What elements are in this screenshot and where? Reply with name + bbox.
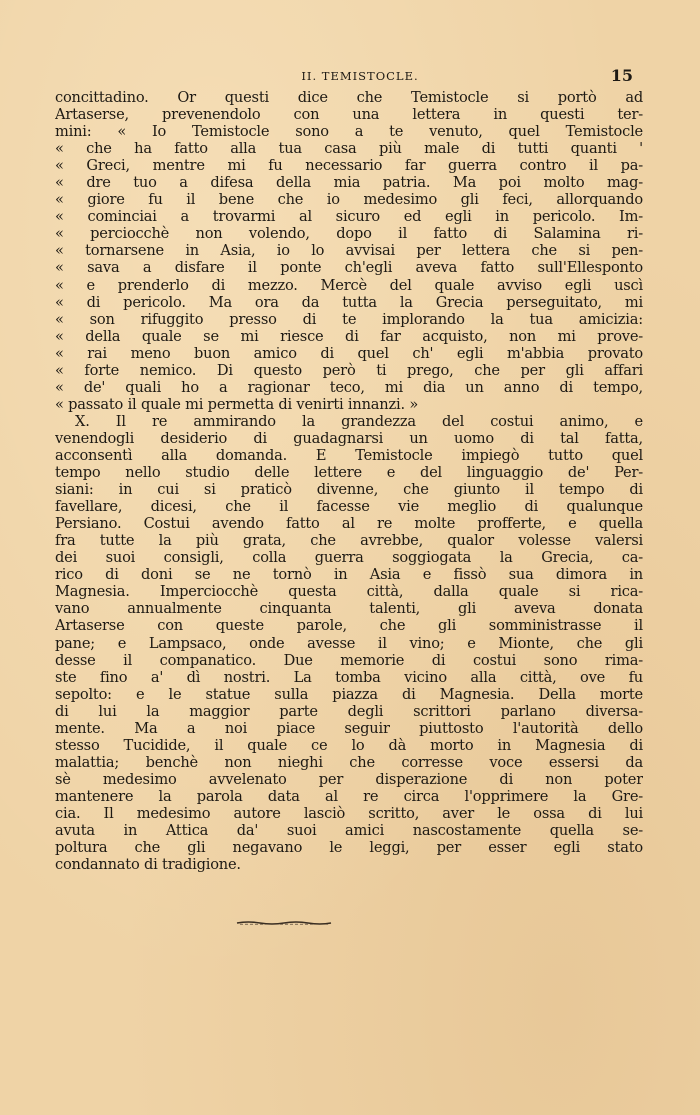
text-line: « che ha fatto alla tua casa più male di tutti quanti '	[55, 140, 643, 158]
page-number: 15	[610, 66, 633, 85]
text-line: Magnesia. Imperciocchè questa città, dalla quale si rica-	[55, 583, 643, 601]
text-line: ste fino a' dì nostri. La tomba vicino alla città, ove fu	[55, 668, 643, 686]
running-head	[55, 66, 645, 88]
text-line: « giore fu il bene che io medesimo gli feci, allorquando	[55, 191, 643, 209]
text-line: pane; e Lampsaco, onde avesse il vino; e Mionte, che gli	[55, 634, 643, 652]
text-line: dei suoi consigli, colla guerra soggiogata la Grecia, ca-	[55, 549, 643, 567]
text-line: « de' quali ho a ragionar teco, mi dia un anno di tempo,	[55, 378, 643, 396]
text-line: rico di doni se ne tornò in Asia e fissò sua dimora in	[55, 566, 643, 584]
text-line: « cominciai a trovarmi al sicuro ed egli in pericolo. Im-	[55, 208, 643, 226]
text-line: tempo nello studio delle lettere e del linguaggio de' Per-	[55, 464, 643, 482]
text-line: vano annualmente cinquanta talenti, gli aveva donata	[55, 600, 643, 618]
text-line: di lui la maggior parte degli scrittori parlano diversa-	[55, 702, 643, 720]
text-line: « dre tuo a difesa della mia patria. Ma poi molto mag-	[55, 174, 643, 192]
running-title: II. TEMISTOCLE.	[301, 69, 419, 83]
text-line: « sava a disfare il ponte ch'egli aveva fatto sull'Ellesponto	[55, 259, 643, 277]
text-line: stesso Tucidide, il quale ce lo dà morto in Magnesia di	[55, 736, 643, 754]
text-line: mantenere la parola data al re circa l'opprimere la Gre-	[55, 787, 643, 805]
text-line: siani: in cui si praticò divenne, che giunto il tempo di	[55, 481, 643, 499]
text-line: « forte nemico. Di questo però ti prego, che per gli affari	[55, 361, 643, 379]
text-line: favellare, dicesi, che il facesse vie meglio di qualunque	[55, 498, 643, 516]
text-line: concittadino. Or questi dice che Temistocle si portò ad	[55, 89, 643, 106]
text-line: desse il companatico. Due memorie di costui sono rima-	[55, 651, 643, 669]
text-line: acconsentì alla domanda. E Temistocle impiegò tutto quel	[55, 446, 643, 464]
text-line: « e prenderlo di mezzo. Mercè del quale avviso egli uscì	[55, 276, 643, 294]
end-ornament	[236, 920, 332, 926]
text-line: « della quale se mi riesce di far acquisto, non mi prove-	[55, 327, 643, 345]
text-line: « passato il quale mi permetta di venirti innanzi. »	[55, 395, 419, 413]
text-line: sè medesimo avvelenato per disperazione di non poter	[55, 770, 643, 788]
text-line: condannato di tradigione.	[55, 856, 241, 874]
text-line: « son rifuggito presso di te implorando la tua amicizia:	[55, 310, 643, 328]
text-line: « perciocchè non volendo, dopo il fatto di Salamina ri-	[55, 225, 643, 243]
text-line: « Greci, mentre mi fu necessario far guerra contro il pa-	[55, 157, 643, 175]
text-line: « rai meno buon amico di quel ch' egli m'abbia provato	[55, 344, 643, 362]
text-line: « tornarsene in Asia, io lo avvisai per lettera che si pen-	[55, 242, 643, 260]
text-line: fra tutte la più grata, che avrebbe, qualor volesse valersi	[55, 532, 643, 550]
text-line: Persiano. Costui avendo fatto al re molte profferte, e quella	[55, 515, 643, 533]
text-line: sepolto: e le statue sulla piazza di Magnesia. Della morte	[55, 685, 643, 703]
text-line: Artaserse, prevenendolo con una lettera in questi ter-	[55, 106, 643, 124]
text-line: malattia; benchè non nieghi che corresse voce essersi da	[55, 753, 643, 771]
text-line: cia. Il medesimo autore lasciò scritto, aver le ossa di lui	[55, 804, 643, 822]
text-line: avuta in Attica da' suoi amici nascostamente quella se-	[55, 822, 643, 840]
text-line: poltura che gli negavano le leggi, per esser egli stato	[55, 839, 643, 857]
text-line: mente. Ma a noi piace seguir piuttosto l'autorità dello	[55, 719, 643, 737]
text-line: X. Il re ammirando la grandezza del costui animo, e	[75, 412, 643, 430]
text-line: mini: « Io Temistocle sono a te venuto, quel Temistocle	[55, 123, 643, 141]
text-line: Artaserse con queste parole, che gli somministrasse il	[55, 617, 643, 635]
text-line: venendogli desiderio di guadagnarsi un uomo di tal fatta,	[55, 429, 643, 447]
text-block	[55, 89, 643, 873]
text-line: « di pericolo. Ma ora da tutta la Grecia perseguitato, mi	[55, 293, 643, 311]
